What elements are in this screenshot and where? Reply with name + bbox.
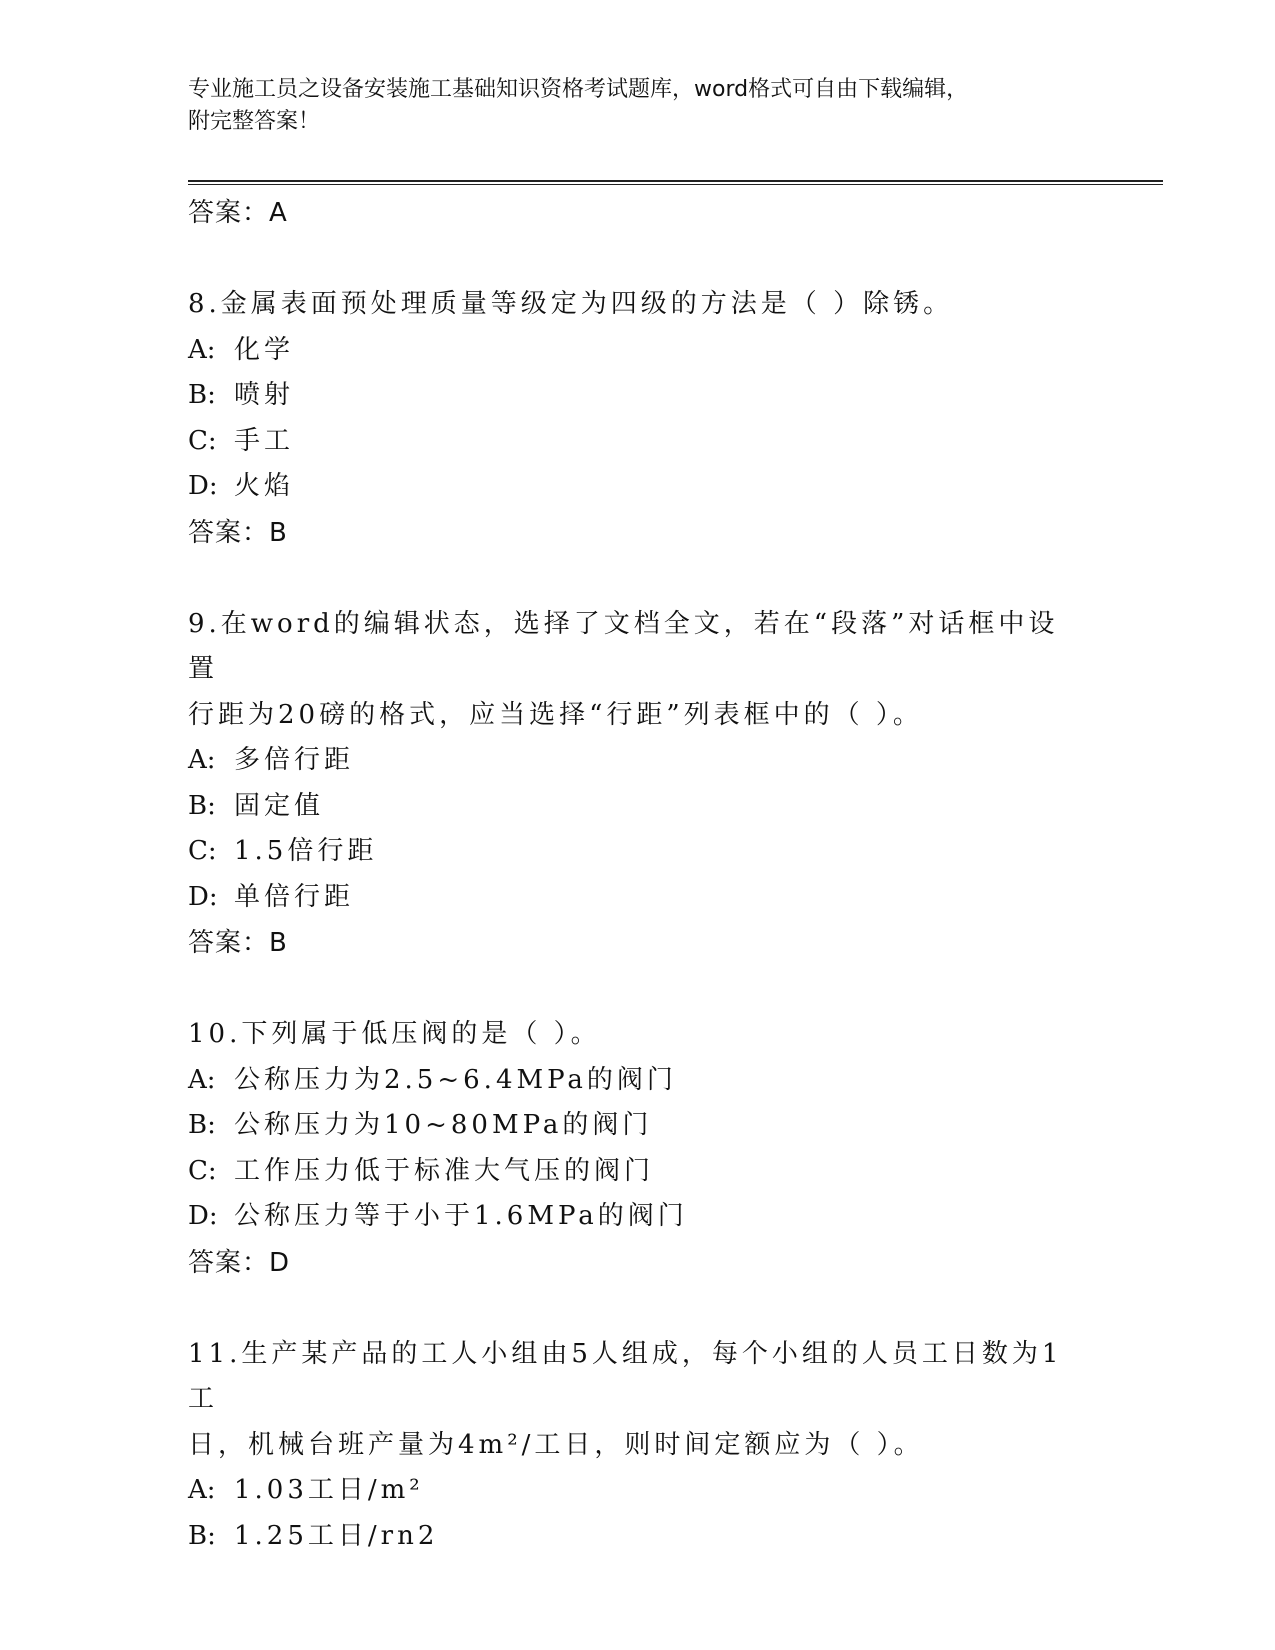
question-8-option-a [188,328,1088,374]
question-8-option-c [188,419,1088,465]
option-text: 化学 [234,334,295,365]
question-9-text-line-2: 行距为20磅的格式，应当选择“行距”列表框中的（ ）。 [188,699,923,730]
option-text: 单倍行距 [234,881,355,912]
question-11-option-b [188,1514,1088,1560]
question-9 [188,602,1088,967]
question-10-option-a [188,1058,1088,1104]
option-key: B: [188,1110,216,1140]
option-key: A: [188,745,216,775]
question-8-answer: 答案：B [188,517,288,548]
spacer [188,1286,1088,1332]
option-text: 公称压力为10~80MPa的阀门 [234,1110,653,1140]
question-9-text-line-1: 9.在word的编辑状态，选择了文档全文，若在“段落”对话框中设置 [188,608,1059,684]
question-8-text: 8.金属表面预处理质量等级定为四级的方法是（ ）除锈。 [188,289,954,319]
option-key: C: [188,1155,217,1186]
question-8-option-d [188,464,1088,510]
question-8-option-b [188,373,1088,419]
option-key: A: [188,334,216,365]
header-line-1: 专业施工员之设备安装施工基础知识资格考试题库，word格式可自由下载编辑， [188,77,969,102]
spacer [188,966,1088,1012]
option-key: B: [188,1520,216,1551]
question-11-text-line-1: 11.生产某产品的工人小组由5人组成，每个小组的人员工日数为1工 [188,1338,1063,1414]
question-8 [188,282,1088,556]
option-text: 多倍行距 [234,745,355,775]
option-text: 公称压力等于小于1.6MPa的阀门 [234,1201,688,1231]
header-divider [188,180,1163,185]
header-line-2: 附完整答案！ [188,109,321,134]
option-key: B: [188,380,216,410]
option-text: 固定值 [234,790,325,821]
question-10-text: 10.下列属于低压阀的是（ ）。 [188,1019,601,1049]
question-11 [188,1332,1088,1560]
question-9-option-d [188,875,1088,921]
option-text: 1.03工日/m² [234,1475,424,1505]
option-text: 1.25工日/rn2 [234,1520,439,1551]
question-10 [188,1012,1088,1286]
question-10-option-b [188,1103,1088,1149]
question-11-option-a [188,1468,1088,1514]
question-10-option-d [188,1194,1088,1240]
option-key: D: [188,471,218,501]
option-text: 喷射 [234,380,295,410]
spacer [188,236,1088,282]
option-text: 火焰 [234,471,295,501]
question-list [188,190,1088,1559]
option-key: C: [188,425,217,456]
question-10-answer: 答案：D [188,1247,291,1278]
answer-previous: 答案：A [188,198,288,228]
question-9-answer: 答案：B [188,928,288,958]
question-9-option-a [188,738,1088,784]
option-key: B: [188,790,216,821]
question-9-option-b [188,784,1088,830]
option-key: A: [188,1475,216,1505]
option-text: 工作压力低于标准大气压的阀门 [234,1155,655,1186]
option-text: 公称压力为2.5~6.4MPa的阀门 [234,1064,677,1095]
question-11-text-line-2: 日，机械台班产量为4m²/工日，则时间定额应为（ ）。 [188,1429,924,1460]
spacer [188,556,1088,602]
option-text: 1.5倍行距 [234,836,378,866]
option-text: 手工 [234,425,295,456]
question-9-option-c [188,829,1088,875]
option-key: D: [188,881,218,912]
option-key: C: [188,836,217,866]
page-header [188,74,1088,138]
option-key: D: [188,1201,218,1231]
question-10-option-c [188,1149,1088,1195]
option-key: A: [188,1064,216,1095]
